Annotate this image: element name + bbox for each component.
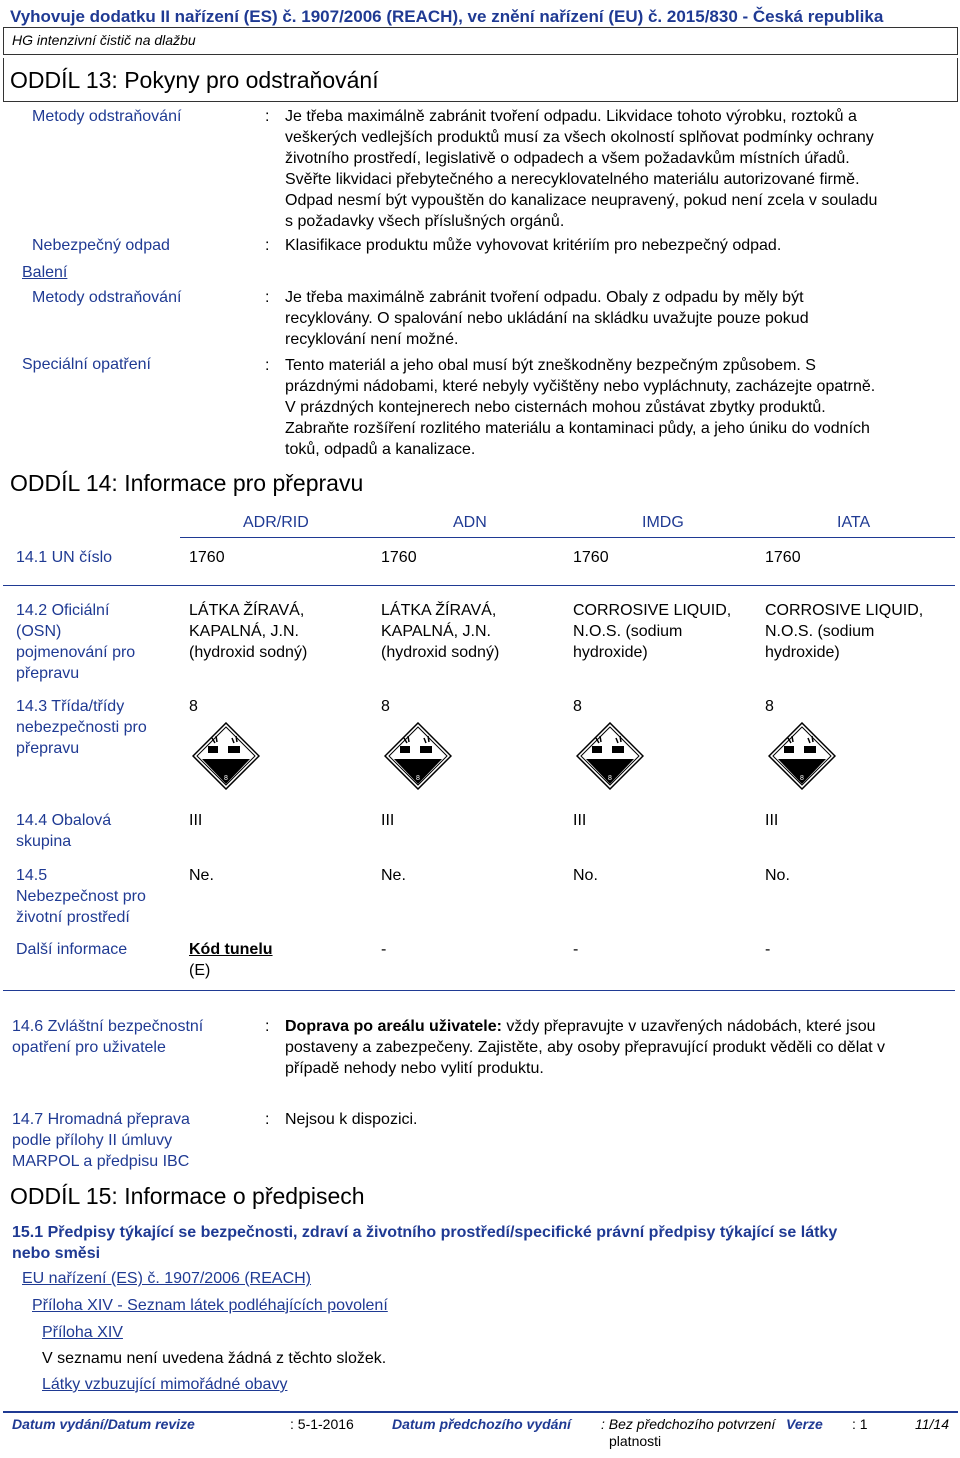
colon: : [265, 1018, 270, 1035]
un-number-imdg: 1760 [573, 549, 609, 566]
packing-group-label: 14.4 Obalová skupina [16, 812, 112, 850]
colon: : [265, 108, 270, 125]
column-adr-rid: ADR/RID [243, 514, 309, 531]
shipping-name-adr: LÁTKA ŽÍRAVÁ, KAPALNÁ, J.N. (hydroxid sodný) [189, 602, 308, 661]
environmental-hazard-adr: Ne. [189, 867, 214, 884]
special-precautions-user-text: Doprava po areálu uživatele: vždy přepravujte v uzavřených nádobách, které jsou postaveny a zabezpečeny. Zajistěte, aby osoby přepravující produkt věděli co dělat v případě nehody nebo vylití produktu. [285, 1018, 886, 1077]
section-14-title: ODDÍL 14: Informace pro přepravu [10, 470, 364, 496]
disposal-methods-label: Metody odstraňování [32, 108, 182, 125]
packaging-disposal-text: Je třeba maximálně zabránit tvoření odpadu. Obaly z odpadu by měly být recyklovány. O spalování nebo ukládání na skládku uvažujte pouze pokud recyklování není možné. [285, 289, 809, 348]
packing-group-adn: III [381, 812, 395, 829]
un-number-adn: 1760 [381, 549, 417, 566]
version-value: : 1 [852, 1416, 868, 1432]
corrosive-pictogram-icon [576, 722, 644, 790]
special-precautions-label: Speciální opatření [22, 356, 151, 373]
marpol-value: Nejsou k dispozici. [285, 1111, 418, 1128]
section-15-title: ODDÍL 15: Informace o předpisech [10, 1183, 365, 1209]
footer-divider [3, 1411, 958, 1413]
table-bottom-divider [3, 990, 955, 991]
packing-group-iata: III [765, 812, 779, 829]
special-precautions-user-label: 14.6 Zvláštní bezpečnostní opatření pro uživatele [12, 1018, 204, 1056]
disposal-methods-text: Je třeba maximálně zabránit tvoření odpadu. Likvidace tohoto výrobku, roztoků a veškerých vedlejších produktů musí za všech okolností splňovat podmínky ochrany životního prostředí, legislativě o odpadech a všem požadavkům místních úřadů. Svěřte likvidaci přebytečného a nerecyklovatelného materiálu autorizované firmě. Odpad nesmí být vypouštěn do kanalizace neupravený, pokud není zcela v souladu s požadavky všech příslušných orgánů. [285, 108, 878, 230]
hazard-class-adr: 8 [189, 698, 198, 715]
previous-date-value: : Bez předchozího potvrzení platnosti [601, 1416, 776, 1449]
environmental-hazard-iata: No. [765, 867, 790, 884]
additional-info-iata: - [765, 941, 771, 958]
shipping-name-adn: LÁTKA ŽÍRAVÁ, KAPALNÁ, J.N. (hydroxid sodný) [381, 602, 500, 661]
packaging-heading: Balení [22, 264, 68, 281]
version-label: Verze [786, 1416, 823, 1432]
environmental-hazard-label: 14.5 Nebezpečnost pro životní prostředí [16, 867, 146, 926]
corrosive-pictogram-icon [384, 722, 452, 790]
shipping-name-imdg: CORROSIVE LIQUID, N.O.S. (sodium hydroxide) [573, 602, 732, 661]
hazard-class-label: 14.3 Třída/třídy nebezpečnosti pro přepravu [16, 698, 147, 757]
annex-xiv-heading: Příloha XIV [42, 1324, 123, 1341]
issue-date-value: : 5-1-2016 [290, 1416, 354, 1432]
packing-group-adr: III [189, 812, 203, 829]
previous-date-label: Datum předchozího vydání [392, 1416, 571, 1432]
colon: : [265, 237, 270, 254]
environmental-hazard-imdg: No. [573, 867, 598, 884]
table-header-divider [180, 537, 955, 538]
hazardous-waste-label: Nebezpečný odpad [32, 237, 170, 254]
reach-regulation-heading: EU nařízení (ES) č. 1907/2006 (REACH) [22, 1270, 312, 1287]
pictogram-class-number: 8 [800, 775, 804, 782]
section-15-1-heading: 15.1 Předpisy týkající se bezpečnosti, zdraví a životního prostředí/specifické právní předpisy týkající se látky nebo směsi [12, 1224, 838, 1262]
tunnel-code-label: Kód tunelu [189, 941, 273, 958]
product-name: HG intenzivní čistič na dlažbu [12, 32, 196, 48]
hazard-class-adn: 8 [381, 698, 390, 715]
annex-xiv-list-heading: Příloha XIV - Seznam látek podléhajících povolení [32, 1297, 388, 1314]
svhc-heading: Látky vzbuzující mimořádné obavy [42, 1376, 288, 1393]
tunnel-code-value: (E) [189, 962, 211, 979]
additional-info-label: Další informace [16, 941, 128, 958]
colon: : [265, 1111, 270, 1128]
additional-info-adn: - [381, 941, 387, 958]
document-header-title: Vyhovuje dodatku II nařízení (ES) č. 1907/2006 (REACH), ve znění nařízení (EU) č. 2015/830 - Česká republika [10, 7, 884, 26]
column-imdg: IMDG [642, 514, 684, 531]
shipping-name-iata: CORROSIVE LIQUID, N.O.S. (sodium hydroxide) [765, 602, 924, 661]
marpol-label: 14.7 Hromadná přeprava podle přílohy II úmluvy MARPOL a předpisu IBC [12, 1111, 190, 1170]
environmental-hazard-adn: Ne. [381, 867, 406, 884]
pictogram-class-number: 8 [224, 775, 228, 782]
un-number-iata: 1760 [765, 549, 801, 566]
un-number-label: 14.1 UN číslo [16, 549, 113, 566]
hazard-class-iata: 8 [765, 698, 774, 715]
special-precautions-text: Tento materiál a jeho obal musí být zneškodněny bezpečným způsobem. S prázdnými nádobami, které nebyly vyčištěny nebo vypláchnuty, zacházejte opatrně. V prázdných kontejnerech nebo cisternách mohou zůstávat zbytky produktů. Zabraňte rozšíření rozlitého materiálu a kontaminaci půdy, a jeho úniku do vodních toků, odpadů a kanalizace. [285, 357, 876, 458]
un-number-adr: 1760 [189, 549, 225, 566]
issue-date-label: Datum vydání/Datum revize [12, 1416, 195, 1432]
shipping-name-label: 14.2 Oficiální (OSN) pojmenování pro přepravu [16, 602, 136, 682]
colon: : [265, 357, 270, 374]
table-row-divider [3, 585, 955, 586]
column-iata: IATA [837, 514, 871, 531]
packaging-disposal-label: Metody odstraňování [32, 289, 182, 306]
pictogram-class-number: 8 [416, 775, 420, 782]
annex-xiv-text: V seznamu není uvedena žádná z těchto složek. [42, 1350, 387, 1367]
column-adn: ADN [453, 514, 487, 531]
packing-group-imdg: III [573, 812, 587, 829]
pictogram-class-number: 8 [608, 775, 612, 782]
section-13-title: ODDÍL 13: Pokyny pro odstraňování [10, 67, 379, 93]
page-number: 11/14 [915, 1416, 949, 1432]
corrosive-pictogram-icon [768, 722, 836, 790]
hazardous-waste-text: Klasifikace produktu může vyhovovat kritériím pro nebezpečný odpad. [285, 237, 782, 254]
colon: : [265, 289, 270, 306]
corrosive-pictogram-icon [192, 722, 260, 790]
additional-info-imdg: - [573, 941, 579, 958]
hazard-class-imdg: 8 [573, 698, 582, 715]
